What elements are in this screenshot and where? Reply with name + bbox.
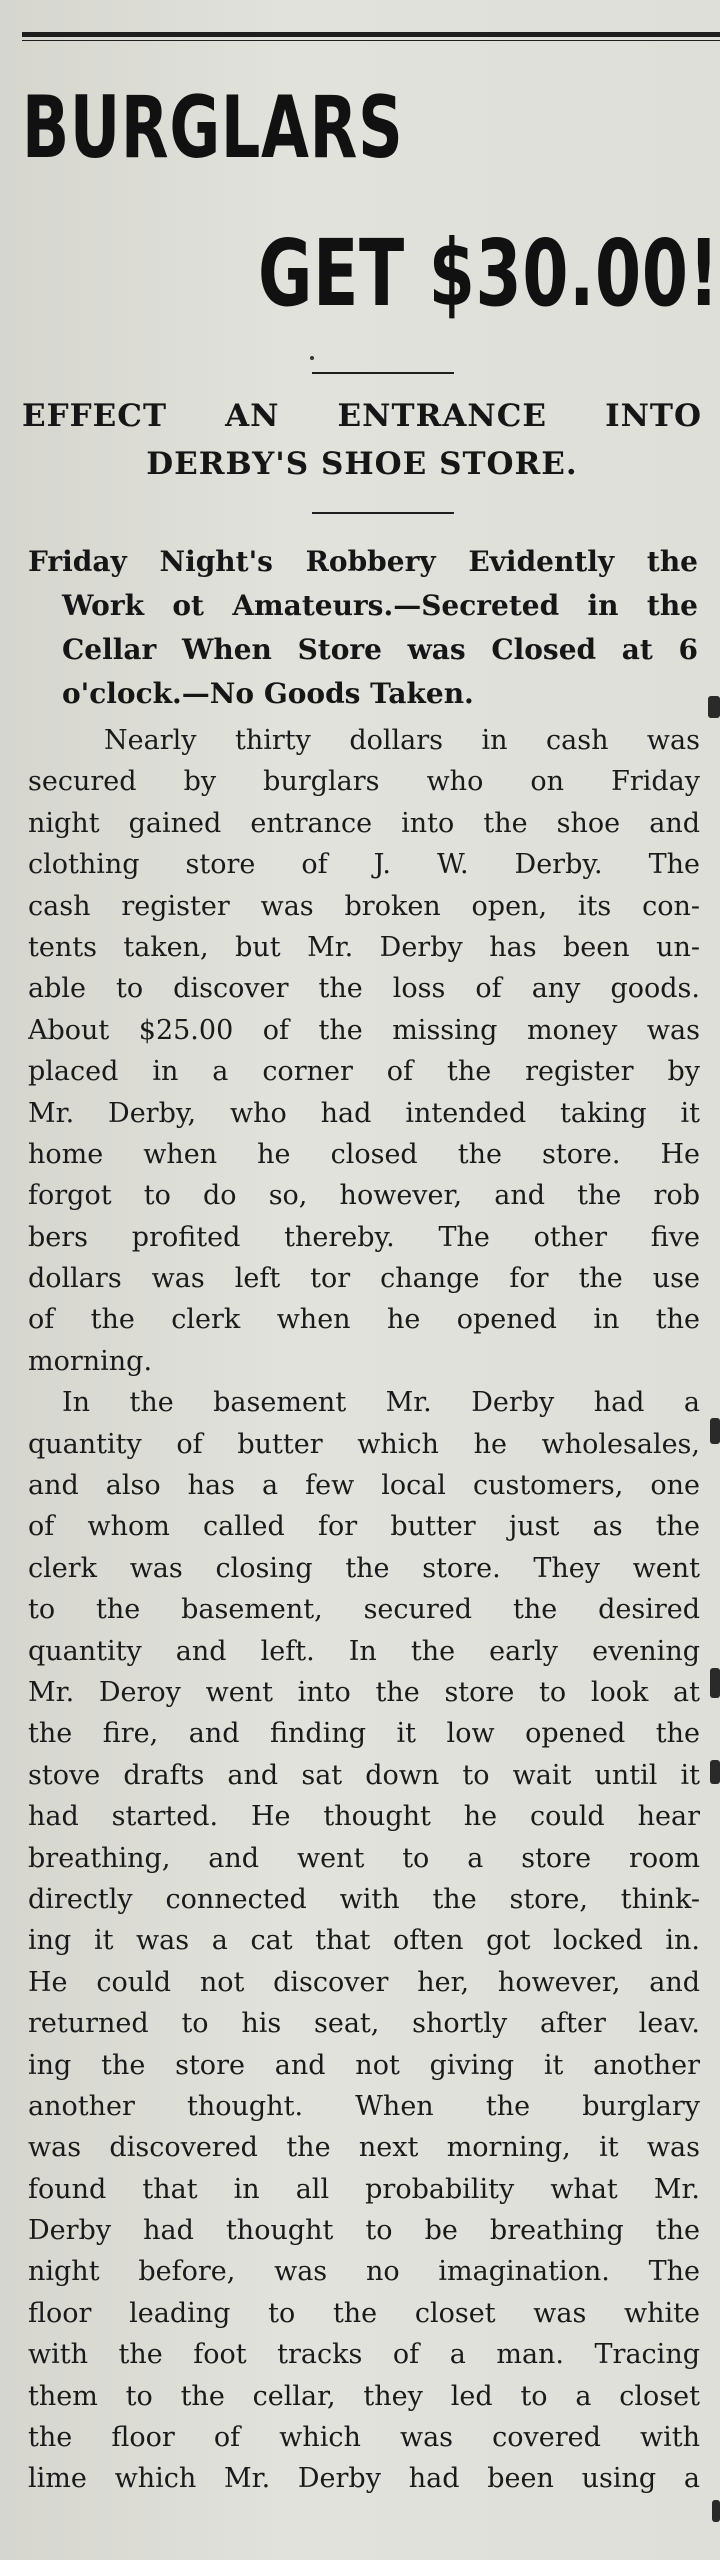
deck-line: Friday Night's Robbery Evidently the <box>28 545 698 578</box>
body-line: Mr. Deroy went into the store to look at <box>28 1676 700 1708</box>
body-line: clerk was closing the store. They went <box>28 1552 700 1584</box>
body-line: of the clerk when he opened in the <box>28 1304 700 1336</box>
body-line: Mr. Derby, who had intended taking it <box>28 1097 700 1129</box>
body-line: morning. <box>28 1345 153 1377</box>
headline-line-1: BURGLARS <box>22 78 404 178</box>
body-line: returned to his seat, shortly after leav. <box>28 2008 700 2040</box>
body-line: them to the cellar, they led to a closet <box>28 2380 700 2412</box>
body-line: with the foot tracks of a man. Tracing <box>28 2339 700 2371</box>
body-line: Derby had thought to be breathing the <box>28 2215 700 2247</box>
subhead-line-2: DERBY'S SHOE STORE. <box>146 446 578 482</box>
top-rule <box>22 32 720 37</box>
subhead-line-1: EFFECT AN ENTRANCE INTO <box>22 398 702 434</box>
deck-line: o'clock.—No Goods Taken. <box>62 677 474 710</box>
body-line: of whom called for butter just as the <box>28 1511 700 1543</box>
body-line: placed in a corner of the register by <box>28 1056 700 1088</box>
body-line: home when he closed the store. He <box>28 1138 700 1170</box>
edge-ink-mark <box>710 1668 720 1698</box>
body-line: quantity and left. In the early evening <box>28 1635 700 1667</box>
top-rule-thin <box>22 40 720 41</box>
body-line: found that in all probability what Mr. <box>28 2173 700 2205</box>
body-line: cash register was broken open, its con- <box>28 890 700 922</box>
body-line: able to discover the loss of any goods. <box>28 973 700 1005</box>
body-line: Nearly thirty dollars in cash was <box>104 725 700 756</box>
edge-ink-mark <box>710 1760 720 1784</box>
body-line: night gained entrance into the shoe and <box>28 807 700 839</box>
body-line: the fire, and finding it low opened the <box>28 1718 700 1750</box>
edge-ink-mark <box>712 2500 720 2522</box>
body-line: to the basement, secured the desired <box>28 1594 700 1626</box>
deck-line: Work ot Amateurs.—Secreted in the <box>62 589 698 622</box>
deck <box>28 540 698 716</box>
deck-line: Cellar When Store was Closed at 6 <box>62 633 698 666</box>
body-line: secured by burglars who on Friday <box>28 766 700 798</box>
ink-dot <box>310 356 314 360</box>
headline-line-2: GET $30.00! <box>258 220 720 327</box>
body-line: ing it was a cat that often got locked in. <box>28 1925 700 1957</box>
body-line: and also has a few local customers, one <box>28 1470 700 1502</box>
divider-rule-2 <box>312 512 454 514</box>
body-line: was discovered the next morning, it was <box>28 2132 700 2164</box>
body-line: floor leading to the closet was white <box>28 2297 700 2329</box>
body-line: clothing store of J. W. Derby. The <box>28 849 700 881</box>
divider-rule <box>312 372 454 374</box>
body-line: lime which Mr. Derby had been using a <box>28 2463 700 2495</box>
body-line: In the basement Mr. Derby had a <box>62 1387 700 1419</box>
body-line: the floor of which was covered with <box>28 2422 700 2454</box>
body-line: stove drafts and sat down to wait until it <box>28 1759 700 1791</box>
body-line: breathing, and went to a store room <box>28 1842 700 1874</box>
body-line: About $25.00 of the missing money was <box>28 1014 700 1046</box>
body-line: forgot to do so, however, and the rob <box>28 1180 700 1212</box>
body-line: quantity of butter which he wholesales, <box>28 1428 700 1460</box>
body-line: bers profited thereby. The other five <box>28 1221 700 1253</box>
edge-ink-mark <box>708 696 720 718</box>
body-line: another thought. When the burglary <box>28 2090 700 2122</box>
body-line: directly connected with the store, think- <box>28 1883 700 1915</box>
body-line: had started. He thought he could hear <box>28 1801 700 1833</box>
article-body <box>28 720 700 2500</box>
body-line: ing the store and not giving it another <box>28 2049 700 2081</box>
body-line: He could not discover her, however, and <box>28 1966 700 1998</box>
body-line: night before, was no imagination. The <box>28 2256 700 2288</box>
body-line: tents taken, but Mr. Derby has been un- <box>28 931 700 963</box>
body-line: dollars was left tor change for the use <box>28 1263 700 1295</box>
edge-ink-mark <box>710 1418 720 1444</box>
